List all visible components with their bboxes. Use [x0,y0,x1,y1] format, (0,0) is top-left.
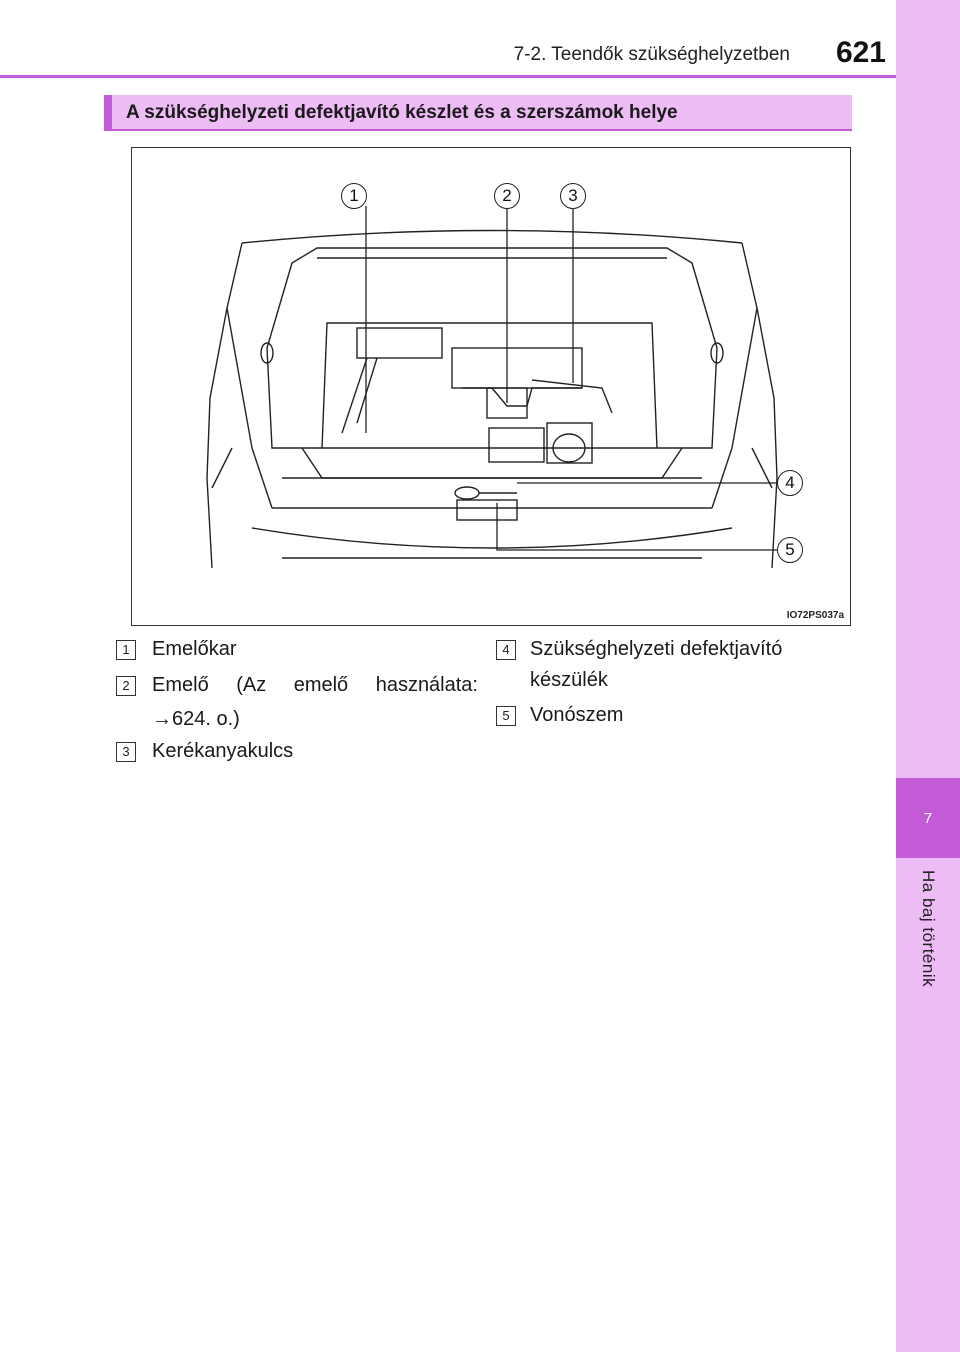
side-tab [896,0,960,1352]
callout-1: 1 [341,183,367,209]
item-label-2: Emelő (Az emelő használata: [152,674,478,696]
item-number-3: 3 [116,742,136,762]
callout-4: 4 [777,470,803,496]
item-number-2: 2 [116,676,136,696]
callout-2: 2 [494,183,520,209]
callout-5: 5 [777,537,803,563]
item-label-3: Kerékanyakulcs [152,740,294,762]
chapter-label-text: Ha baj történik [919,870,938,988]
header-divider [0,75,896,78]
item-number-4: 4 [496,640,516,660]
item-number-1: 1 [116,640,136,660]
item-number-5: 5 [496,706,516,726]
chapter-label [896,870,960,1010]
page-number: 621 [835,36,886,69]
section-title: A szükséghelyzeti defektjavító készlet és a szerszámok helye [104,95,852,131]
trunk-drawing [132,148,850,625]
trunk-illustration [131,147,851,626]
figure-code: IO72PS037a [786,610,844,621]
item-label-4-cont: készülék [530,669,608,691]
chapter-number: 7 [896,778,960,858]
item-label-1: Emelőkar [152,638,237,660]
item-label-2-cont: →624. o.) [152,708,240,730]
item-label-4: Szükséghelyzeti defektjavító [530,638,783,660]
item-label-5: Vonószem [530,704,624,726]
callout-3: 3 [560,183,586,209]
header-section-title: 7-2. Teendők szükséghelyzetben [513,44,790,65]
